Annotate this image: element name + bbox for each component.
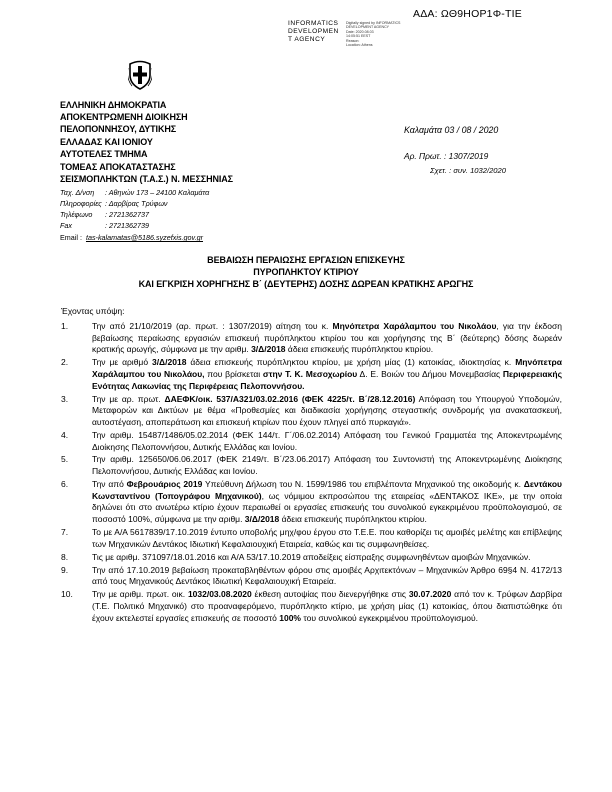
contact-row: [60, 188, 209, 197]
list-item: [61, 430, 562, 453]
list-item: [61, 357, 562, 392]
header-line: ΕΛΛΗΝΙΚΗ ΔΗΜΟΚΡΑΤΙΑ: [60, 100, 167, 110]
list-item-text: Την αριθμ. 15487/1486/05.02.2014 (ΦΕΚ 144/τ. Γ΄/06.02.2014) Απόφαση του Γενικού Γραμματέα της Αποκεντρωμένης Διοίκησης Πελοποννήσου, Δυτικής Ελλάδας και Ιονίου.: [92, 429, 562, 452]
list-item-text: Την από 17.10.2019 βεβαίωση προκαταβληθέντων φόρου στις αμοιβές Αρχιτεκτόνων – Μηχανικών Άρθρο 69§4 Ν. 4172/13 από τους Μηχανικούς Δεντάκος Ιδιωτική Κεφαλαιουχική Εταιρεία.: [92, 564, 562, 587]
related-reference: Σχετ. : συν. 1032/2020: [430, 166, 506, 175]
list-item-text: Υπεύθυνη Δήλωση του Ν. 1599/1986 του επιβλέποντα Μηχανικού της οικοδομής κ.: [202, 479, 524, 490]
list-item-number: 5.: [61, 454, 69, 465]
list-item-text: άδεια επισκευής πυρόπληκτου κτιρίου.: [279, 514, 427, 525]
list-item-text: Την με αρ. πρωτ.: [92, 393, 165, 404]
list-item: [61, 394, 562, 429]
list-item: [61, 454, 562, 477]
informatics-signature-label: [288, 20, 339, 44]
list-item-text: Δ. Ε. Βοιών του Δήμου Μονεμβασίας: [357, 369, 503, 379]
considerations-list: [61, 321, 562, 625]
signature-detail: Digitally signed by INFORMATICS DEVELOPMENT AGENCY: [346, 21, 401, 30]
list-item-text: Μηνόπετρα Χαράλαμπου του Νικολάου,: [92, 357, 562, 379]
list-item-text: Το με Α/Α 5617839/17.10.2019 έντυπο υποβολής μηχ/φου έργου στο Τ.Ε.Ε. που καθορίζει τις αμοιβές μελέτης και επίβλεψης των Μηχανικών Δεντάκος Ιδιωτική Κεφαλαιουχική Εταιρεία, καθώς και τις συμφωνηθείσες.: [92, 527, 562, 549]
list-item: [61, 552, 562, 564]
list-item-text: από τον κ. Τρύφων Δαρβίρα (Τ.Ε. Πολιτικό Μηχανικό) στο προαναφερόμενο, πυρόπληκτο κτίριο, με χρήση μίας (1) κατοικίας, όπου διαπιστώθηκε ότι έχουν εκτελεστεί εργασίες επισκευής σε ποσοστό: [92, 589, 563, 623]
contact-label: Ταχ. Δ/νση: [60, 188, 95, 197]
list-item-text: , για την έκδοση βεβαίωσης περαίωσης εργασιών επισκευή πυρόπληκτου κτιρίου του και χορήγησης της Β΄ (δεύτερης) δόσης δωρεάν κρατικής αρωγής, σύμφωνα με την αριθμ.: [92, 321, 562, 355]
list-item-text: Φεβρουάριος 2019: [126, 479, 203, 490]
list-item-text: Την με αριθμό: [92, 357, 152, 368]
list-item: [61, 321, 562, 356]
list-item: [61, 589, 562, 624]
header-line: ΑΠΟΚΕΝΤΡΩΜΕΝΗ ΔΙΟΙΚΗΣΗ: [60, 112, 188, 122]
list-item-text: Την από: [92, 479, 127, 490]
list-item-text: 1032/03.08.2020: [187, 589, 252, 600]
list-item-text: Την από 21/10/2019 (αρ. πρωτ. : 1307/2019) αίτηση του κ.: [92, 321, 333, 331]
list-item-number: 2.: [61, 357, 69, 368]
contact-row: [60, 221, 149, 230]
digital-signature-details: [346, 21, 406, 47]
list-item-text: Την με αριθμ. πρωτ. οικ.: [92, 589, 188, 600]
contact-row: [60, 199, 168, 208]
header-line: ΑΥΤΟΤΕΛΕΣ ΤΜΗΜΑ: [60, 149, 148, 159]
signature-detail: 14:05:51 EEST: [346, 34, 371, 39]
informatics-line-1: INFORMATICS: [288, 20, 339, 27]
list-item-text: 3/Δ/2018: [251, 344, 286, 355]
list-item-number: 1.: [61, 321, 69, 331]
intro-text: Έχοντας υπόψη:: [61, 306, 125, 316]
list-item-text: που βρίσκεται: [204, 369, 263, 379]
list-item-text: Την αριθμ. 125650/06.06.2017 (ΦΕΚ 2149/τ. Β΄/23.06.2017) Απόφαση του Συντονιστή της Αποκεντρωμένης Διοίκησης Πελοποννήσου, Δυτικής Ελλάδας και Ιονίου.: [92, 454, 562, 477]
list-item-text: Περιφερειακής Ενότητας Λακωνίας της Περιφέρειας Πελοποννήσου.: [92, 369, 562, 391]
header-line: ΣΕΙΣΜΟΠΛΗΚΤΩΝ (Τ.Α.Σ.) Ν. ΜΕΣΣΗΝΙΑΣ: [60, 174, 233, 184]
list-item-text: Απόφαση του Υπουργού Υποδομών, Μεταφορών και Δικτύων με θέμα «Προθεσμίες και διαδικασία χορήγησης στεγαστικής συνδρομής για ανακατασκευή, αυτοστέγαση, αποπεράτωση και επισκευή κτιρίων που έχουν πληγεί από πυρκαγιά».: [92, 393, 562, 427]
contact-value: : Αθηνών 173 – 24100 Καλαμάτα: [105, 188, 210, 197]
protocol-number: Αρ. Πρωτ. : 1307/2019: [404, 151, 489, 161]
list-item-text: 30.07.2020: [408, 589, 452, 600]
document-title-line: ΒΕΒΑΙΩΣΗ ΠΕΡΑΙΩΣΗΣ ΕΡΓΑΣΙΩΝ ΕΠΙΣΚΕΥΗΣ: [207, 255, 405, 265]
list-item-text: Δεντάκου Κωνσταντίνου (Τοπογράφου Μηχανικού): [92, 479, 562, 501]
list-item-text: έκθεση αυτοψίας που διενεργήθηκε στις: [251, 589, 409, 600]
email-link[interactable]: tas-kalamatas@5186.syzefxis.gov.gr: [85, 233, 203, 242]
list-item-text: ΔΑΕΦΚ/οικ. 537/Α321/03.02.2016 (ΦΕΚ 4225/τ. Β΄/28.12.2016): [164, 393, 416, 404]
list-item: [61, 527, 562, 550]
signature-detail: Date: 2020.08.03: [346, 29, 374, 34]
list-item-text: του συνολικού εγκεκριμένου προϋπολογισμού.: [301, 612, 479, 623]
list-item-text: Μηνόπετρα Χαράλαμπου του Νικολάου: [332, 321, 497, 331]
contact-label: Fax: [60, 221, 72, 230]
list-item-number: 3.: [61, 393, 69, 404]
header-line: ΤΟΜΕΑΣ ΑΠΟΚΑΤΑΣΤΑΣΗΣ: [60, 162, 176, 172]
list-item: [61, 565, 562, 588]
list-item-text: , ως νόμιμου εκπροσώπου της εταιρείας «ΔΕΝΤΑΚΟΣ ΙΚΕ», με την οποία δηλώνει ότι στο ανωτέρω κτίριο έχουν περαιωθεί οι εργασίες επισκευής του συνολικού εγκεκριμένου προϋπολογισμού, σε ποσοστό 100%, σύμφωνα με την αριθμ.: [92, 490, 563, 525]
contact-value: : 2721362737: [105, 210, 149, 219]
contact-value: : Δαρβίρας Τρύφων: [105, 199, 168, 208]
greek-coat-of-arms-icon: [128, 60, 152, 90]
contact-row: [60, 210, 149, 219]
header-line: ΕΛΛΑΔΑΣ ΚΑΙ ΙΟΝΙΟΥ: [60, 137, 153, 147]
document-title-line: ΠΥΡΟΠΛΗΚΤΟΥ ΚΤΙΡΙΟΥ: [253, 267, 359, 277]
header-line: ΠΕΛΟΠΟΝΝΗΣΟΥ, ΔΥΤΙΚΗΣ: [60, 124, 177, 134]
list-item-number: 4.: [61, 429, 69, 440]
list-item-number: 10.: [61, 589, 73, 600]
document-title-line: ΚΑΙ ΕΓΚΡΙΣΗ ΧΟΡΗΓΗΣΗΣ Β΄ (ΔΕΥΤΕΡΗΣ) ΔΟΣΗΣ ΔΩΡΕΑΝ ΚΡΑΤΙΚΗΣ ΑΡΩΓΗΣ: [138, 279, 474, 289]
list-item-text: άδεια επισκευής πυρόπληκτου κτιρίου, με χρήση μίας (1) κατοικίας, ιδιοκτησίας κ.: [186, 357, 516, 368]
ada-code: ΑΔΑ: ΩΘ9ΗΟΡ1Φ-ΤΙΕ: [413, 8, 522, 20]
list-item: [61, 479, 562, 526]
list-item-number: 8.: [61, 551, 69, 562]
list-item-text: 3/Δ/2018: [244, 514, 280, 525]
contact-label: Πληροφορίες: [60, 199, 102, 208]
list-item-number: 6.: [61, 479, 69, 490]
list-item-text: στην Τ. Κ. Μεσοχωρίου: [262, 369, 358, 379]
list-item-text: 3/Δ/2018: [151, 357, 187, 368]
email-row: [60, 233, 203, 242]
list-item-text: 100%: [279, 612, 301, 623]
document-date: Καλαμάτα 03 / 08 / 2020: [404, 125, 499, 135]
list-item-number: 9.: [61, 564, 69, 575]
list-item-number: 7.: [61, 527, 69, 538]
signature-detail: Location: Athens: [346, 43, 373, 48]
contact-label: Τηλέφωνο: [60, 210, 93, 219]
contact-value: : 2721362739: [105, 221, 149, 230]
informatics-line-2: DEVELOPMEN: [288, 28, 339, 35]
email-label: Email :: [60, 233, 82, 242]
informatics-line-3: T AGENCY: [288, 36, 326, 43]
signature-detail: Reason:: [346, 38, 360, 43]
list-item-text: άδεια επισκευής πυρόπληκτου κτιρίου.: [285, 344, 434, 355]
list-item-text: Τις με αριθμ. 371097/18.01.2016 και Α/Α 53/17.10.2019 αποδείξεις είσπραξης συμφωνηθέντων αμοιβών Μηχανικών.: [92, 551, 531, 562]
